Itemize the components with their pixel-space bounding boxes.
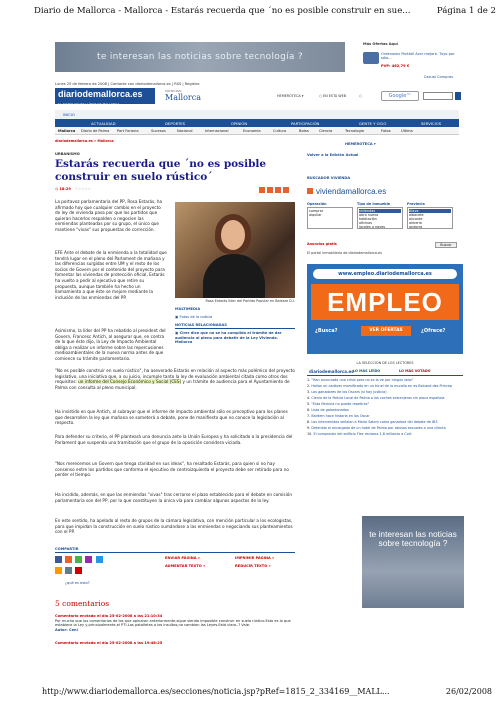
- share-help-link[interactable]: ¿qué es esto?: [65, 581, 90, 585]
- article-photo[interactable]: [175, 202, 295, 298]
- meneame-icon[interactable]: [55, 556, 62, 563]
- section-heading: [165, 89, 201, 102]
- comment-meta: Comentario enviado el día 25-02-2008 a las 19:48:25: [55, 641, 163, 645]
- operacion-option[interactable]: comprar: [309, 209, 324, 213]
- most-read-item[interactable]: [307, 432, 463, 436]
- article-paragraph: EFE Ante el debate de la enmienda a la totalidad que tendrá lugar en el pleno del Parlament de mañana y las diferencias surgidas entre UM y el resto de los socios de Govern por el contenido del proyecto para fomentar las viviendas de protección oficial, Estarás ha vuelto a pedir al ejecutivo que retire su propuesta, aunque también ha hecho un llamamiento a que éste se mejore mediante la inclusión de las enmiendas del PP.: [55, 250, 167, 300]
- tipo-option[interactable]: locales o naves: [359, 225, 386, 229]
- site-logo[interactable]: [55, 88, 155, 104]
- buscar-button[interactable]: Buscar: [435, 242, 457, 248]
- subnav-bolsa[interactable]: Bolsa: [299, 129, 309, 133]
- related-news-title: NOTICIAS RELACIONADAS: [175, 323, 295, 329]
- article-headline: Estarás recuerda que ´no es posible construir en suelo rústico´: [55, 158, 267, 183]
- photo-face: [221, 220, 245, 250]
- increase-text-button[interactable]: AUMENTAR TEXTO »: [165, 564, 206, 568]
- readers-brand: diariodemallorca.es: [309, 369, 354, 374]
- most-read-title: Los ganadores de los Oscars (sí hay justicia): [311, 390, 387, 394]
- section-name: Mallorca: [165, 93, 201, 102]
- search-go-button[interactable]: [455, 92, 461, 100]
- rank-number: 2.: [307, 384, 312, 388]
- tipo-option[interactable]: obra nueva: [359, 213, 379, 217]
- print-page-button[interactable]: IMPRIMIR PÁGINA »: [235, 556, 275, 560]
- subnav-mallorca[interactable]: Mallorca: [58, 129, 76, 133]
- offers-title: Más Ofertas Aquí: [363, 42, 398, 46]
- technology-ad-box[interactable]: te interesan las noticias sobre tecnología ?: [362, 516, 464, 608]
- tipo-option[interactable]: habitación: [359, 217, 377, 221]
- quote-text: "No es posible construir en suelo rústico", ha aseverado Estarás en relación al aspecto más polémico del proyecto legislativo, una iniciativa que, a su juicio, incumple tanto la ley de evaluación ambiental citada como otros dos requisitos: un informe del Consejo Económico y Social (CES) y un trámite de audiencia para el Ayuntamiento de Palma con consulta al pleno municipal.: [55, 368, 295, 390]
- comment-item: [55, 641, 295, 646]
- date-line: Lunes 25 de febrero de 2008 | Contacte con diariodemallorca.es | RSS | Registro: [55, 82, 200, 86]
- technorati-icon[interactable]: [75, 556, 82, 563]
- multimedia-title: MULTIMEDIA: [175, 307, 201, 311]
- comment-item: [55, 614, 295, 632]
- search-area: [277, 91, 459, 103]
- nav-inicio[interactable]: INICIO: [63, 112, 75, 117]
- sidebar-hemeroteca[interactable]: HEMEROTECA ▾: [345, 142, 376, 146]
- readers-selection-title: LA SELECCIÓN DE LOS LECTORES: [356, 361, 414, 365]
- buscador-title: [307, 176, 463, 180]
- rank-number: 4.: [307, 396, 312, 400]
- rank-number: 7.: [307, 414, 312, 418]
- provincia-list[interactable]: [407, 207, 453, 229]
- readers-selection: [307, 361, 463, 438]
- provincia-option[interactable]: Alava: [409, 209, 451, 213]
- subnav-nacional[interactable]: Nacional: [177, 129, 193, 133]
- portal-text[interactable]: El portal inmobiliario de diariodemallorca.es: [307, 251, 382, 255]
- print-date: 26/02/2008: [445, 687, 492, 696]
- rank-number: 6.: [307, 408, 312, 412]
- delicious-icon[interactable]: [65, 556, 72, 563]
- offer-text[interactable]: Ordenador Portátil Acer mejore. Tuyo por sólo...: [381, 52, 455, 60]
- rank-number: 10.: [307, 432, 314, 436]
- article-tools: [257, 187, 289, 194]
- most-read-title: Hallan un cadáver momificado en un túnel de la muralla en es Baluard des Príncep: [311, 384, 453, 388]
- rank-number: 8.: [307, 420, 312, 424]
- subnav-internacional[interactable]: Internacional: [205, 129, 229, 133]
- empleo-ad[interactable]: [307, 264, 463, 354]
- photos-link-label: Fotos de la noticia: [179, 315, 213, 319]
- provincia-option[interactable]: andorra: [409, 225, 423, 229]
- main-nav: [55, 119, 459, 127]
- operacion-option[interactable]: alquilar: [309, 213, 322, 217]
- photo-caption: Rosa Estarás líder del Partido Popular en Baleare D.I.: [205, 299, 295, 303]
- share-icon[interactable]: [283, 187, 289, 193]
- related-news: [175, 323, 295, 345]
- operacion-select[interactable]: [307, 202, 353, 229]
- back-to-edition-label: Volver a la Edición Actual: [307, 153, 359, 157]
- rank-number: 3.: [307, 390, 312, 394]
- related-news-link[interactable]: [175, 331, 295, 345]
- most-read-item[interactable]: [307, 420, 463, 424]
- masthead: [55, 88, 459, 106]
- house-icon: [307, 188, 313, 194]
- plus-icon: ▣: [175, 331, 180, 335]
- search-web-radio[interactable]: ○ EN ESTA WEB: [319, 94, 347, 98]
- comment-body: Por mucho que los comentarios de los que opinaron anteriormente,sigue siendo imposible construir en suelo rústico.Esto es lo que establece la Ley y,principalmente,el PTI.Las patalletas o los insultos,no cambian las Leyes.Está claro..? Vale.: [55, 618, 291, 628]
- casual-compras-link[interactable]: Casual Compras: [423, 75, 453, 79]
- empleo-busca: ¿Busca?: [315, 328, 338, 334]
- print-footer: [42, 687, 492, 701]
- print-url: http://www.diariodemallorca.es/secciones/noticia.jsp?pRef=1815_2_334169__MALL...: [42, 687, 390, 696]
- share-icons: [55, 556, 115, 578]
- nav-deportes[interactable]: DEPORTES: [165, 121, 186, 126]
- vivienda-logo[interactable]: [307, 187, 463, 199]
- most-read-item[interactable]: [307, 378, 463, 382]
- article-paragraph: Asimismo, la líder del PP ha rebatido al president del Govern, Francesc Antich, al asegurar que, en contra de lo que éste dijo, la Ley de Impacto Ambiental obliga a realizar un informe sobre las repercusiones medioambientales de la nueva norma antes de que comience su trámite parlamentario.: [55, 328, 166, 361]
- highlighted-text: un informe del Consejo Económico y Social (CES): [78, 379, 182, 385]
- logo-tagline: EL DIARIO DIGITAL LÍDER DE MALLORCA: [58, 103, 120, 106]
- comment-author: Autor: Ceni: [55, 627, 78, 632]
- offer-price: PVP: 462,79 €: [381, 64, 410, 68]
- most-read-item[interactable]: [307, 426, 463, 430]
- hemeroteca-select[interactable]: HEMEROTECA ▾: [277, 94, 304, 98]
- nav-servicios[interactable]: SERVICIOS: [421, 121, 442, 126]
- email-icon[interactable]: [259, 187, 265, 193]
- camera-icon: ▣: [175, 315, 180, 319]
- most-read-item[interactable]: [307, 384, 463, 388]
- most-read-list: [307, 378, 463, 436]
- empleo-ofrece: ¿Ofrece?: [421, 328, 446, 334]
- offers-ad[interactable]: [363, 42, 459, 82]
- google-logo: Google™: [381, 91, 419, 101]
- article-paragraph: En este sentido, ha apelado al resto de grupos de la cámara legislativa, con mención particular a los ecologistas, para que impidan la construcción en suelo rústico sumándose a las enmiendas o negociando sus planteamientos con el PP.: [55, 518, 293, 535]
- subnav-cultura[interactable]: Cultura: [273, 129, 287, 133]
- laptop-icon: [363, 52, 379, 64]
- subnav-economia[interactable]: Economía: [243, 129, 261, 133]
- vivienda-links: [307, 242, 463, 255]
- most-read-title: Los intervenidos señalan a María Salom como ganadora del debate de IB3: [311, 420, 438, 424]
- most-read-item[interactable]: [307, 414, 463, 418]
- nav-participacion[interactable]: PARTICIPACIÓN: [291, 121, 320, 126]
- share-box: [55, 547, 295, 589]
- provincia-option[interactable]: almería: [409, 221, 422, 225]
- provincia-option[interactable]: albacete: [409, 213, 424, 217]
- most-read-item[interactable]: [307, 402, 463, 406]
- comments-title: 5 comentarios: [55, 599, 110, 608]
- article-paragraph: La portavoz parlamentaria del PP, Rosa Estarás, ha afirmado hoy que cualquier cambio en el proyecto de ley de vivienda pasa por que los partidos que quieran hacerlos respalden o negocien las enmiendas planteadas por su grupo, el único que mantiene "vivas" sus propuestas de corrección.: [55, 199, 163, 232]
- most-read-item[interactable]: [307, 390, 463, 394]
- sub-nav: [55, 127, 459, 135]
- section-kicker: NOTICIAS:: [165, 89, 182, 93]
- nav-opinion[interactable]: OPINIÓN: [231, 121, 248, 126]
- article-paragraph: Ha insistido en que Antich, al subrayar que el informe de impacto ambiental sólo es preceptivo para los planes que desarrollen la ley que mañana se someterá a debate, pone de manifiesto que no conoce la legislación al respecto.: [55, 409, 288, 426]
- rank-number: 5.: [307, 402, 312, 406]
- article-paragraph: Para defender su criterio, el PP plantearà una denuncia ante la Unión Europea y ha solicitado a la presidencia del Parlament que suspenda una tramitación que el grupo de la oposición considera viciada.: [55, 434, 293, 445]
- subnav-ciencia[interactable]: Ciencia: [319, 129, 333, 133]
- yahoo-icon[interactable]: [96, 556, 103, 563]
- tab-most-voted[interactable]: LO MÁS VOTADO: [399, 369, 431, 373]
- share-actions: [165, 556, 295, 572]
- anuncios-gratis-link[interactable]: Anuncios gratis: [307, 242, 337, 246]
- operacion-label: Operación: [307, 202, 327, 206]
- ver-ofertas-button[interactable]: VER OFERTAS: [361, 326, 411, 336]
- breadcrumb[interactable]: diariodemallorca.es » Mallorca: [55, 139, 114, 143]
- rating-stars[interactable]: ☆☆☆☆☆: [74, 187, 91, 191]
- operacion-list[interactable]: [307, 207, 353, 229]
- decrease-text-button[interactable]: REDUCIR TEXTO »: [235, 564, 271, 568]
- subnav-ultima[interactable]: Última: [401, 129, 413, 133]
- logo-text: diariodemallorca.es: [58, 89, 143, 99]
- tipo-inmueble-list[interactable]: [357, 207, 403, 229]
- article-paragraph-quote: [55, 368, 295, 390]
- back-to-edition[interactable]: [307, 153, 463, 157]
- subnav-tecnologia[interactable]: Tecnología: [345, 129, 364, 133]
- tipo-inmueble-label: Tipo de inmueble: [357, 202, 391, 206]
- wikio-icon[interactable]: [65, 567, 72, 574]
- rank-number: 9.: [307, 426, 312, 430]
- top-nav: [55, 110, 459, 119]
- empleo-title: EMPLEO: [311, 284, 459, 320]
- tipo-inmueble-select[interactable]: [357, 202, 403, 229]
- subnav-sucesos[interactable]: Sucesos: [151, 129, 166, 133]
- font-size-icon[interactable]: [275, 187, 281, 193]
- article-time-value: 18:29: [59, 187, 71, 191]
- print-page-title: Diario de Mallorca - Mallorca - Estarás recuerda que ´no es posible construir en sue...: [34, 6, 411, 16]
- buscador-label: BUSCADOR VIVIENDA: [307, 176, 351, 180]
- printed-web-page: [45, 36, 465, 676]
- multimedia-box: [175, 307, 295, 319]
- most-read-title: Bardem hace historia en los Oscar: [311, 414, 370, 418]
- related-news-label: Cirer dice que no se ha cumplido el trámite de dar audiencia al pleno para debatir de la Ley Vivienda. Mallorca: [175, 331, 282, 345]
- empleo-url: www.empleo.diariodemallorca.es: [313, 269, 457, 279]
- provincia-label: Provincia: [407, 202, 425, 206]
- most-read-item[interactable]: [307, 396, 463, 400]
- photos-link[interactable]: [175, 315, 295, 319]
- article-paragraph: "Nos merecemos un Govern que tenga claridad en sus ideas", ha resaltado Estarás, para quien si no hay consenso entre los partidos que conforma el ejecutivo de centroizquierda el proyecto debe ser retirado para no perder el tiempo.: [55, 461, 289, 478]
- nav-actualidad[interactable]: ACTUALIDAD: [91, 121, 116, 126]
- print-header: [34, 6, 496, 20]
- article-section: URBANISMO: [55, 152, 80, 156]
- subnav-part-forania[interactable]: Part Forania: [117, 129, 139, 133]
- send-page-button[interactable]: ENVIAR PÁGINA »: [165, 556, 201, 560]
- most-read-title: El comprador del edificio Flex reclama 1,8 millones a Cort: [313, 432, 412, 436]
- most-read-title: Detenido el encargado de un hotel de Palma por abusos sexuales a una clienta: [311, 426, 446, 430]
- most-read-title: "Han anunciado una crisis pero no se la ve por ningún lado": [311, 378, 414, 382]
- most-read-title: Cierzo de la Policía Local de Palma a los coches extranjeros sin placa española: [311, 396, 445, 400]
- tipo-option[interactable]: viviendas: [359, 209, 401, 213]
- provincia-select[interactable]: [407, 202, 453, 229]
- time-icon: ◷: [55, 187, 60, 191]
- subnav-diario-de-palma[interactable]: Diario de Palma: [81, 129, 110, 133]
- rank-number: 1.: [307, 378, 312, 382]
- print-icon[interactable]: [267, 187, 273, 193]
- readers-tabs: [307, 367, 463, 376]
- provincia-option[interactable]: alicante: [409, 217, 423, 221]
- search-input[interactable]: [423, 92, 453, 100]
- photo-body: [203, 254, 265, 298]
- share-title: COMPARTIR: [55, 547, 295, 553]
- most-read-title: "Esta fórmula no puede repetirse": [311, 402, 370, 406]
- fresqui-icon[interactable]: [75, 567, 82, 574]
- nav-gente-y-ocio[interactable]: GENTE Y OCIO: [359, 121, 387, 126]
- vivienda-logo-text: viviendamallorca.es: [316, 187, 387, 196]
- digg-icon[interactable]: [85, 556, 92, 563]
- search-google-radio[interactable]: ○: [359, 94, 362, 98]
- article-paragraph: Ha incidido, además, en que las enmiendas "vivas" tras cerrarse el plazo establecido para el debate en comisión parlamentaria son del PP, por lo que constituyen la única vía para cambiar algunos aspectos de la ley.: [55, 492, 292, 503]
- tab-most-read[interactable]: LO MÁS LEÍDO: [353, 369, 381, 373]
- google-bookmarks-icon[interactable]: [55, 567, 62, 574]
- most-read-title: Lista de galardonados: [311, 408, 349, 412]
- comment-meta: Comentario enviado el día 25-02-2008 a las 21:10:34: [55, 614, 163, 618]
- print-page-number: Página 1 de 2: [436, 6, 496, 16]
- tipo-option[interactable]: oficinas: [359, 221, 373, 225]
- subnav-fotos[interactable]: Fotos: [381, 129, 391, 133]
- technology-ad-banner[interactable]: te interesan las noticias sobre tecnología ?: [55, 42, 345, 72]
- most-read-item[interactable]: [307, 408, 463, 412]
